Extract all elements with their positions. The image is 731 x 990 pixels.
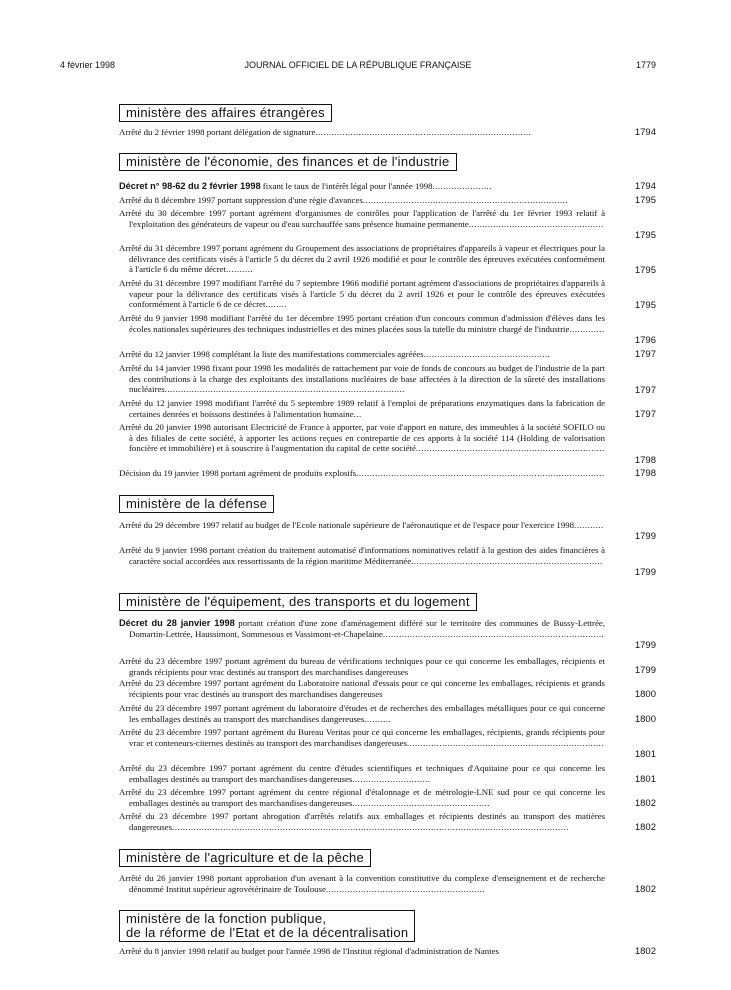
section-title-affaires-etrangeres: ministère des affaires étrangères [119,104,332,122]
toc-page-number: 1794 [634,127,656,138]
toc-page-number: 1795 [634,265,656,276]
toc-page-number: 1799 [634,531,656,542]
toc-entry[interactable]: Arrêté du 23 décembre 1997 portant agrément du centre d'études scientifiques et techniques d'Aquitaine pour ce qui concerne les emballages destinés au transport des marchandises dangereuses............................. [119,763,605,784]
toc-page-number: 1800 [634,714,656,725]
toc-page-number: 1797 [634,385,656,396]
toc-page-number: 1795 [634,195,656,206]
toc-entry[interactable]: Arrêté du 26 janvier 1998 portant approbation d'un avenant à la convention constitutive du complexe d'enseignement et de recherche dénommé Institut supérieur agrovétérinaire de Toulouse........................................................... [119,873,605,894]
toc-entry[interactable]: Arrêté du 23 décembre 1997 portant agrément du laboratoire d'études et de recherches des emballages métalliques pour ce qui concerne les emballages destinés au transport des marchandises dangereuses.......... [119,703,605,724]
toc-entry[interactable]: Arrêté du 8 décembre 1997 portant suppression d'une régie d'avances............................................................................ [119,195,568,205]
toc-page-number: 1802 [634,822,656,833]
toc-page-number: 1794 [634,181,656,192]
section-title-defense: ministère de la défense [119,495,274,513]
toc-entry[interactable]: Décision du 19 janvier 1998 portant agrément de produits explosifs............................................................................................ [119,468,605,478]
section-title-agriculture: ministère de l'agriculture et de la pêche [119,849,371,867]
toc-entry[interactable]: Arrêté du 31 décembre 1997 portant agrément du Groupement des associations de propriétaires d'appareils à vapeur et électriques pour la délivrance des certificats visés à l'article 5 du décret du 2 avril 1926 modifié et pour le contrôle des épreuves exécutées conformément à l'article 6 du même décret.......... [119,243,605,275]
toc-page-number: 1801 [634,749,656,760]
toc-page-number: 1795 [634,300,656,311]
toc-entry[interactable]: Arrêté du 14 janvier 1998 fixant pour 1998 les modalités de rattachement par voie de fonds de concours au budget de l'industrie de la part des contributions à la charge des exploitants des installations nucléaires de base affectées à la direction de la sûreté des installations nucléaires......................................................................................... [119,363,605,395]
toc-page-number: 1797 [634,349,656,360]
header-page-number: 1779 [635,60,656,70]
toc-entry[interactable]: Arrêté du 23 décembre 1997 portant agrément du centre régional d'étalonnage et de métrologie-LNE sud pour ce qui concerne les emballages destinés au transport des marchandises dangereuses................................................... [119,787,605,808]
toc-page-number: 1799 [634,567,656,578]
toc-page-number: 1801 [634,774,656,785]
section-title-economie: ministère de l'économie, des finances et de l'industrie [119,153,457,171]
toc-entry[interactable]: Arrêté du 9 janvier 1998 portant création du traitement automatisé d'informations nominatives relatif à la gestion des aides financières à caractère social accordées aux ressortissants de la région maritime Méditerranée....................................................................... [119,545,605,566]
toc-page-number: 1802 [634,798,656,809]
toc-entry[interactable]: Arrêté du 12 janvier 1998 complétant la liste des manifestations commerciales agréées............................................... [119,349,551,359]
toc-page-number: 1798 [634,455,656,466]
page-header [60,60,656,74]
toc-entry[interactable]: Arrêté du 23 décembre 1997 portant agrément du Bureau Veritas pour ce qui concerne les emballages, récipients, grands récipients pour vrac et conteneurs-citernes destinés au transport des marchandises dangereuses......................................................................... [119,727,605,748]
toc-entry[interactable]: Arrêté du 2 février 1998 portant délégation de signature................................................................................ [119,127,532,137]
section-title-fonction-publique: ministère de la fonction publique, de la réforme de l'Etat et de la décentralisation [119,910,415,942]
toc-entry[interactable]: Arrêté du 8 janvier 1998 relatif au budget pour l'année 1998 de l'Institut régional d'administration de Nantes [119,946,499,956]
toc-page-number: 1799 [634,640,656,651]
toc-entry[interactable]: Décret n° 98-62 du 2 février 1998 fixant le taux de l'intérêt légal pour l'année 1998...................... [119,181,492,191]
toc-page-number: 1800 [634,689,656,700]
header-journal-title: JOURNAL OFFICIEL DE LA RÉPUBLIQUE FRANÇAISE [244,60,472,70]
toc-page-number: 1802 [634,946,656,957]
toc-entry[interactable]: Arrêté du 12 janvier 1998 modifiant l'arrêté du 5 septembre 1989 relatif à l'emploi de préparations enzymatiques dans la fabrication de certaines denrées et boissons destinées à l'alimentation humaine... [119,398,605,419]
toc-entry[interactable]: Arrêté du 31 décembre 1997 modifiant l'arrêté du 7 septembre 1966 modifié portant agrément d'associations de propriétaires d'appareils à vapeur pour la délivrance des certificats visés à l'article 5 du décret du 2 avril 1926 et pour le contrôle des épreuves exécutées conformément à l'article 6 de ce décret........ [119,278,605,310]
toc-entry[interactable]: Arrêté du 23 décembre 1997 portant abrogation d'arrêtés relatifs aux emballages et récipients destinés au transport des matières dangereuses................................................................................................................................................... [119,811,605,832]
toc-page-number: 1802 [634,884,656,895]
header-date: 4 février 1998 [60,60,116,70]
toc-entry[interactable]: Décret du 28 janvier 1998 portant création d'une zone d'aménagement différé sur le territoire des communes de Bussy-Lettrée, Domartin-Lettrée, Haussimont, Sommesous et Vassimont-et-Chapelaine.................................................................................. [119,618,605,639]
toc-entry[interactable]: Arrêté du 30 décembre 1997 portant agrément d'organismes de contrôles pour l'application de l'arrêté du 1er février 1993 relatif à l'exploitation des générateurs de vapeur ou d'eau surchauffée sans présence humaine permanente.................................................. [119,208,605,229]
toc-entry[interactable]: Arrêté du 29 décembre 1997 relatif au budget de l'Ecole nationale supérieure de l'aéronautique et de l'espace pour l'exercice 1998........... [119,520,604,530]
toc-page-number: 1797 [634,409,656,420]
toc-entry[interactable]: Arrêté du 20 janvier 1998 autorisant Electricité de France à apporter, par voie d'apport en nature, des immeubles à la société SOFILO ou à des filiales de cette société, à apporter les actions reçues en contrepartie de ces apports à la société 114 (Holding de valorisation foncière et immobilière) et à souscrire à l'augmentation du capital de cette société...................................................................... [119,422,605,454]
toc-entry[interactable]: Arrêté du 23 décembre 1997 portant agrément du bureau de vérifications techniques pour ce qui concerne les emballages, récipients et grands récipients pour vrac destinés au transport des marchandises dangereuses [119,656,605,677]
section-title-equipement: ministère de l'équipement, des transports et du logement [119,593,477,611]
toc-entry[interactable]: Arrêté du 9 janvier 1998 modifiant l'arrêté du 1er décembre 1995 portant création d'un concours commun d'admission d'élèves dans les écoles nationales supérieures des techniques industrielles et des mines placées sous la tutelle du ministre chargé de l'industrie............. [119,313,605,334]
toc-page-number: 1796 [634,335,656,346]
toc-page-number: 1798 [634,468,656,479]
toc-entry[interactable]: Arrêté du 23 décembre 1997 portant agrément du Laboratoire national d'essais pour ce qui concerne les emballages, récipients et grands récipients pour vrac destinés au transport des marchandises dangereuses [119,678,605,699]
toc-page-number: 1799 [634,665,656,676]
toc-page-number: 1795 [634,230,656,241]
